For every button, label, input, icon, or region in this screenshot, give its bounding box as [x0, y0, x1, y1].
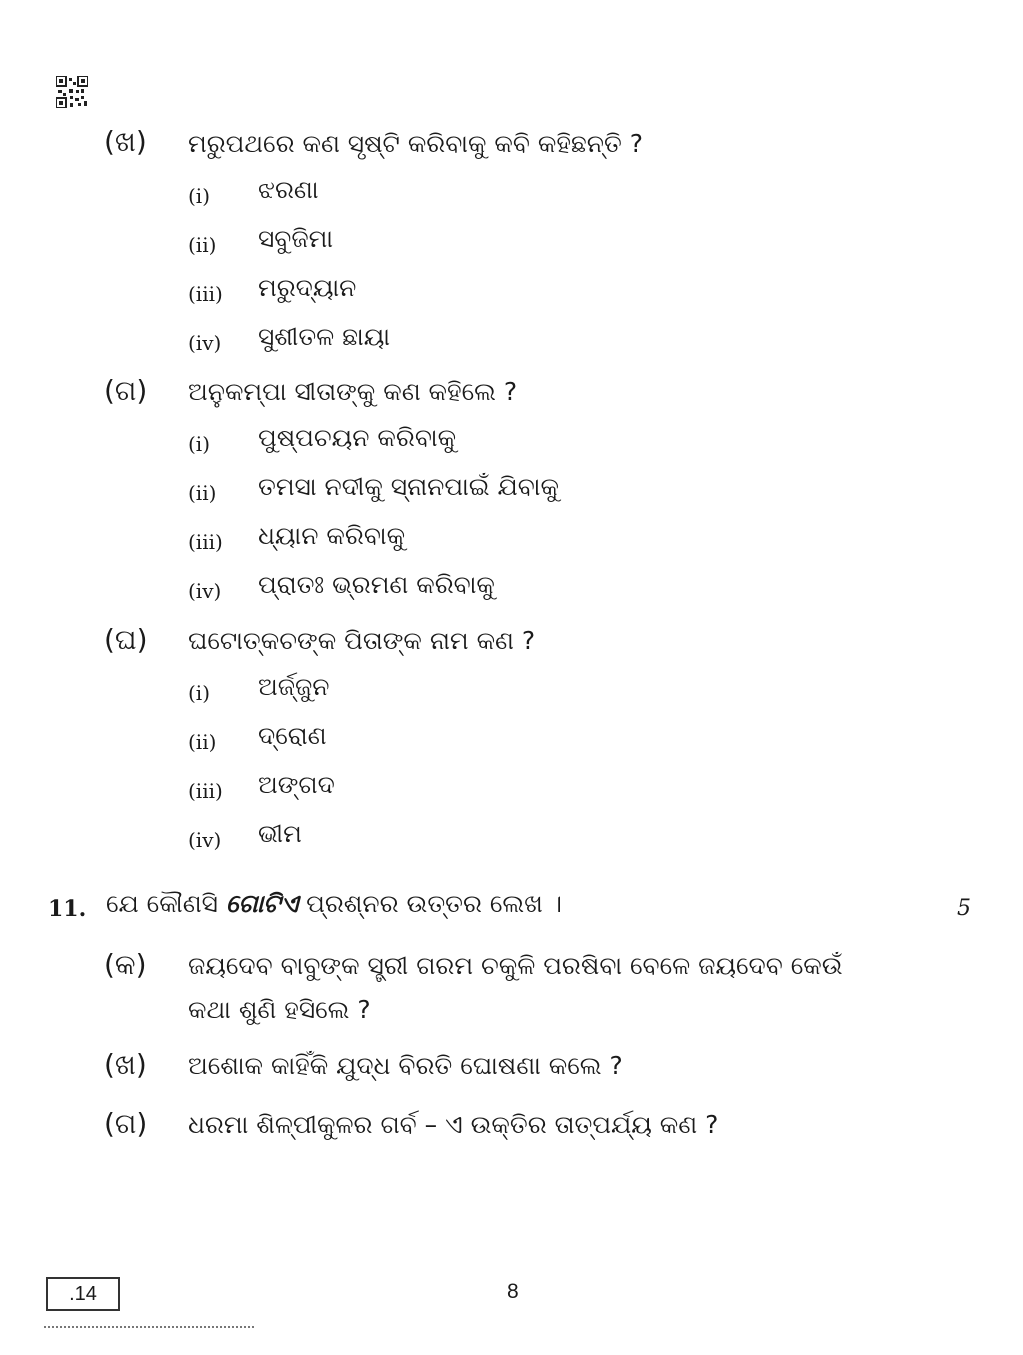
question-label: (ଘ) — [104, 623, 148, 656]
option-number: (iv) — [188, 828, 222, 852]
option-number: (ii) — [188, 233, 217, 257]
paper-code-box: .14 — [46, 1277, 120, 1311]
question-label: (ଗ) — [104, 374, 148, 407]
instruction-text: ପ୍ରଶ୍ନର ଉତ୍ତର ଲେଖ । — [306, 889, 563, 918]
option-number: (iv) — [188, 579, 222, 603]
option-text: ମରୁଦ୍ୟାନ — [258, 273, 357, 302]
question-text: ଅନୁକମ୍ପା ସୀତାଙ୍କୁ କଣ କହିଲେ ? — [188, 377, 518, 406]
marks-value: 5 — [957, 896, 971, 921]
question-text: ଅଶୋକ କାହିଁକି ଯୁଦ୍ଧ ବିରତି ଘୋଷଣା କଲେ ? — [188, 1051, 623, 1080]
option-number: (iii) — [188, 779, 223, 803]
option-text: ପୁଷ୍ପଚୟନ କରିବାକୁ — [258, 423, 457, 452]
question-number: 11. — [48, 896, 87, 922]
option-text: ଅର୍ଜ୍ଜୁନ — [258, 672, 330, 701]
question-text: ମରୁପଥରେ କଣ ସୃଷ୍ଟି କରିବାକୁ କବି କହିଛନ୍ତି ? — [188, 129, 644, 158]
option-number: (ii) — [188, 730, 217, 754]
question-text: ଜୟଦେବ ବାବୁଙ୍କ ସ୍ତ୍ରୀ ଗରମ ଚକୁଳି ପରଷିବା ବେଳେ ଜୟଦେବ କେଉଁ — [188, 951, 843, 980]
option-text: ଅଙ୍ଗଦ — [258, 770, 335, 799]
option-text: ଦ୍ରୋଣ — [258, 721, 327, 750]
option-number: (i) — [188, 681, 211, 705]
question-label: (କ) — [104, 948, 147, 981]
option-text: ସବୁଜିମା — [258, 224, 334, 253]
qr-code-icon — [56, 76, 88, 108]
question-text: ଧରମା ଶିଳ୍ପୀକୁଳର ଗର୍ବ – ଏ ଉକ୍ତିର ତାତ୍ପର୍ଯ୍ୟ କଣ ? — [188, 1110, 719, 1139]
option-number: (ii) — [188, 481, 217, 505]
option-text: ଭୀମ — [258, 819, 302, 848]
option-number: (i) — [188, 184, 211, 208]
page-number: 8 — [507, 1280, 519, 1303]
option-number: (iii) — [188, 530, 223, 554]
option-text: ଧ୍ୟାନ କରିବାକୁ — [258, 521, 406, 550]
question-label: (ଗ) — [104, 1107, 148, 1140]
option-number: (iv) — [188, 331, 222, 355]
question-text-continued: କଥା ଶୁଣି ହସିଲେ ? — [188, 995, 371, 1024]
question-instruction — [106, 889, 562, 919]
option-text: ପ୍ରାତଃ ଭ୍ରମଣ କରିବାକୁ — [258, 570, 495, 599]
footer-divider — [44, 1326, 254, 1328]
option-text: ସୁଶୀତଳ ଛାୟା — [258, 322, 391, 351]
option-number: (i) — [188, 432, 211, 456]
question-text: ଘଟୋତ୍କଚଙ୍କ ପିତାଙ୍କ ନାମ କଣ ? — [188, 626, 536, 655]
instruction-text: ଯେ କୌଣସି — [106, 889, 218, 918]
option-text: ଝରଣା — [258, 175, 319, 204]
question-label: (ଖ) — [104, 1048, 147, 1081]
question-label: (ଖ) — [104, 125, 147, 158]
option-text: ତମସା ନଦୀକୁ ସ୍ନାନପାଇଁ ଯିବାକୁ — [258, 472, 559, 501]
instruction-emphasis: ଗୋଟିଏ — [225, 889, 299, 918]
option-number: (iii) — [188, 282, 223, 306]
